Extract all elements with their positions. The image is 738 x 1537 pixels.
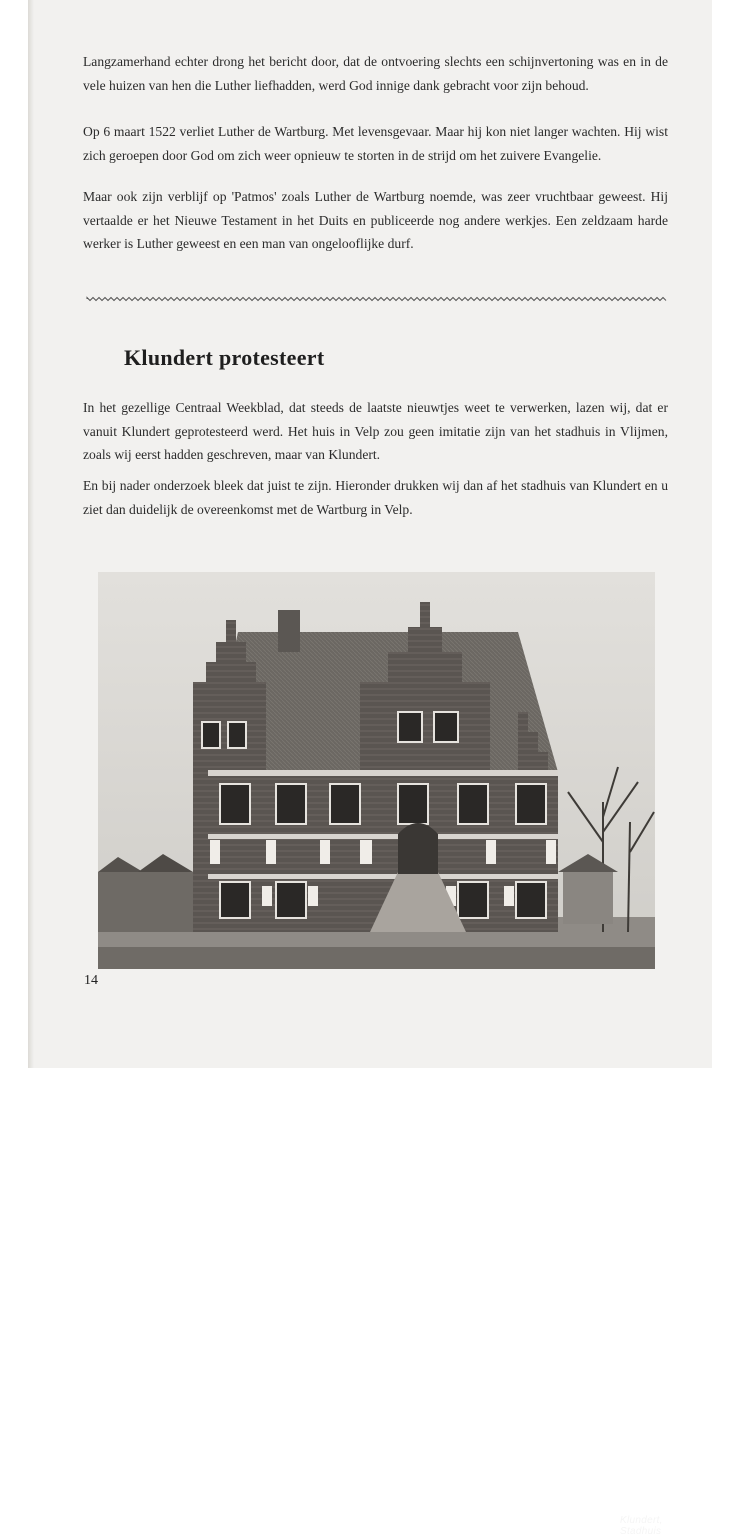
- paragraph-text: En bij nader onderzoek bleek dat juist te zijn. Hieronder drukken wij dan af het stadhuis van Klundert en u ziet dan duidelijk de overeenkomst met de Wartburg in Velp.: [83, 478, 668, 517]
- town-hall-illustration: [98, 572, 655, 969]
- paragraph-5: [83, 474, 668, 521]
- paragraph-text: Maar ook zijn verblijf op 'Patmos' zoals Luther de Wartburg noemde, was zeer vruchtbaar geweest. Hij vertaalde er het Nieuwe Testament in het Duits en publiceerde nog andere werkjes. Een zeldzaam harde werker is Luther geweest en een man van ongelooflijke durf.: [83, 189, 668, 251]
- paragraph-text: In het gezellige Centraal Weekblad, dat steeds de laatste nieuwtjes weet te verwerken, lazen wij, dat er vanuit Klundert geprotesteerd werd. Het huis in Velp zou geen imitatie zijn van het stadhuis in Vlijmen, zoals wij eerst hadden geschreven, maar van Klundert.: [83, 400, 668, 462]
- photo-caption: Klundert, Stadhuis: [620, 1515, 663, 1537]
- paragraph-text: Op 6 maart 1522 verliet Luther de Wartburg. Met levensgevaar. Maar hij kon niet langer wachten. Hij wist zich geroepen door God om zich weer opnieuw te storten in de strijd om het zuivere Evangelie.: [83, 124, 668, 163]
- page-number: 14: [84, 973, 98, 988]
- section-heading: Klundert protesteert: [124, 345, 325, 370]
- paragraph-2: [83, 120, 668, 167]
- paragraph-3: [83, 185, 668, 256]
- town-hall-photo: [98, 572, 663, 1537]
- paragraph-1: [83, 50, 668, 97]
- paragraph-4: [83, 396, 668, 467]
- paragraph-text: Langzamerhand echter drong het bericht door, dat de ontvoering slechts een schijnvertoning was en in de vele huizen van hen die Luther liefhadden, werd God innige dank gebracht voor zijn behoud.: [83, 54, 668, 93]
- page-shadow: [28, 0, 34, 1068]
- wavy-divider: [87, 296, 667, 302]
